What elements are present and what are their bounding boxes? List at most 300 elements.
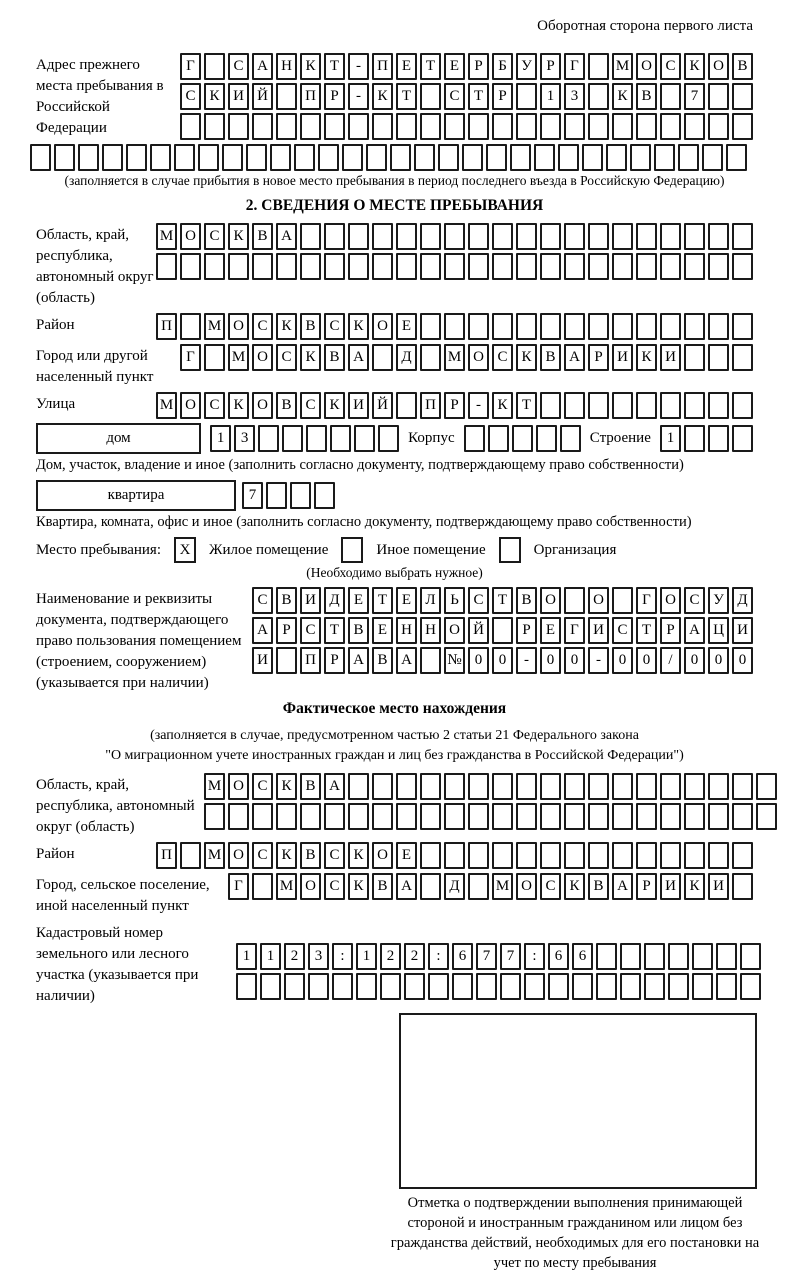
char-cell[interactable] [324,803,345,830]
char-cell[interactable]: И [660,873,681,900]
char-cell[interactable] [204,803,225,830]
char-cell[interactable] [660,773,681,800]
char-cell[interactable] [174,144,195,171]
char-cell[interactable] [372,113,393,140]
char-cell[interactable] [54,144,75,171]
char-cell[interactable]: А [348,344,369,371]
char-cell[interactable]: Д [324,587,345,614]
char-cell[interactable] [708,113,729,140]
char-cell[interactable] [378,425,399,452]
char-cell[interactable] [732,344,753,371]
char-cell[interactable] [420,647,441,674]
char-cell[interactable]: С [324,313,345,340]
char-cell[interactable] [252,113,273,140]
char-cell[interactable] [492,253,513,280]
char-cell[interactable]: С [252,842,273,869]
char-cell[interactable] [468,223,489,250]
char-cell[interactable] [756,803,777,830]
char-cell[interactable]: К [324,392,345,419]
char-cell[interactable] [78,144,99,171]
char-cell[interactable]: Т [372,587,393,614]
char-cell[interactable]: О [372,842,393,869]
char-cell[interactable]: М [156,392,177,419]
char-cell[interactable] [266,482,287,509]
char-cell[interactable]: А [396,647,417,674]
char-cell[interactable] [660,223,681,250]
char-cell[interactable]: 0 [684,647,705,674]
char-cell[interactable] [588,53,609,80]
char-cell[interactable] [654,144,675,171]
char-cell[interactable] [636,803,657,830]
char-cell[interactable] [630,144,651,171]
char-cell[interactable] [492,842,513,869]
char-cell[interactable]: С [324,842,345,869]
char-cell[interactable]: С [228,53,249,80]
char-cell[interactable] [684,425,705,452]
char-cell[interactable]: Г [180,53,201,80]
char-cell[interactable]: - [348,53,369,80]
char-cell[interactable] [348,113,369,140]
char-cell[interactable]: О [300,873,321,900]
char-cell[interactable] [726,144,747,171]
char-cell[interactable] [420,344,441,371]
char-cell[interactable]: М [492,873,513,900]
char-cell[interactable]: 2 [404,943,425,970]
char-cell[interactable]: П [156,842,177,869]
char-cell[interactable] [684,773,705,800]
char-cell[interactable] [636,842,657,869]
char-cell[interactable] [102,144,123,171]
char-cell[interactable]: Т [396,83,417,110]
char-cell[interactable]: И [612,344,633,371]
char-cell[interactable] [564,223,585,250]
char-cell[interactable]: М [276,873,297,900]
char-cell[interactable] [468,803,489,830]
char-cell[interactable] [468,842,489,869]
char-cell[interactable] [524,973,545,1000]
char-cell[interactable]: Й [252,83,273,110]
char-cell[interactable]: 0 [612,647,633,674]
char-cell[interactable] [516,113,537,140]
char-cell[interactable] [30,144,51,171]
char-cell[interactable]: Р [468,53,489,80]
char-cell[interactable] [464,425,485,452]
char-cell[interactable] [564,803,585,830]
char-cell[interactable] [290,482,311,509]
char-cell[interactable]: 1 [356,943,377,970]
char-cell[interactable] [684,803,705,830]
char-cell[interactable] [708,344,729,371]
char-cell[interactable]: К [276,773,297,800]
char-cell[interactable] [660,113,681,140]
char-cell[interactable] [314,482,335,509]
char-cell[interactable]: К [228,392,249,419]
char-cell[interactable]: Г [564,617,585,644]
char-cell[interactable]: О [228,842,249,869]
char-cell[interactable]: С [300,392,321,419]
char-cell[interactable]: В [540,344,561,371]
char-cell[interactable] [444,803,465,830]
char-cell[interactable]: Т [468,83,489,110]
char-cell[interactable] [564,392,585,419]
char-cell[interactable]: В [348,617,369,644]
char-cell[interactable] [156,253,177,280]
char-cell[interactable]: : [524,943,545,970]
char-cell[interactable]: К [684,53,705,80]
char-cell[interactable]: В [636,83,657,110]
char-cell[interactable] [660,313,681,340]
char-cell[interactable] [510,144,531,171]
char-cell[interactable]: О [516,873,537,900]
char-cell[interactable] [596,973,617,1000]
char-cell[interactable] [468,253,489,280]
char-cell[interactable] [420,803,441,830]
char-cell[interactable] [702,144,723,171]
char-cell[interactable] [276,253,297,280]
char-cell[interactable]: М [612,53,633,80]
char-cell[interactable] [180,113,201,140]
char-cell[interactable] [732,425,753,452]
char-cell[interactable] [260,973,281,1000]
char-cell[interactable]: А [276,223,297,250]
char-cell[interactable] [732,313,753,340]
char-cell[interactable]: 3 [308,943,329,970]
char-cell[interactable] [236,973,257,1000]
char-cell[interactable] [612,842,633,869]
char-cell[interactable] [444,313,465,340]
char-cell[interactable]: - [468,392,489,419]
char-cell[interactable]: М [204,773,225,800]
char-cell[interactable] [660,83,681,110]
char-cell[interactable]: К [492,392,513,419]
char-cell[interactable]: Т [324,617,345,644]
char-cell[interactable]: К [228,223,249,250]
char-cell[interactable]: К [300,53,321,80]
char-cell[interactable]: В [372,873,393,900]
char-cell[interactable]: Е [540,617,561,644]
char-cell[interactable] [396,113,417,140]
char-cell[interactable] [492,113,513,140]
char-cell[interactable]: Г [636,587,657,614]
char-cell[interactable] [324,113,345,140]
char-cell[interactable] [468,113,489,140]
char-cell[interactable]: Г [180,344,201,371]
char-cell[interactable]: О [468,344,489,371]
char-cell[interactable] [294,144,315,171]
char-cell[interactable] [126,144,147,171]
char-cell[interactable] [540,113,561,140]
char-cell[interactable]: Р [324,647,345,674]
char-cell[interactable] [516,313,537,340]
char-cell[interactable] [564,587,585,614]
char-cell[interactable]: 1 [236,943,257,970]
char-cell[interactable] [516,803,537,830]
char-cell[interactable] [198,144,219,171]
char-cell[interactable] [404,973,425,1000]
char-cell[interactable]: С [612,617,633,644]
char-cell[interactable]: М [204,313,225,340]
char-cell[interactable]: С [252,587,273,614]
char-cell[interactable] [756,773,777,800]
char-cell[interactable]: С [276,344,297,371]
char-cell[interactable] [684,392,705,419]
char-cell[interactable]: В [276,587,297,614]
char-cell[interactable] [276,113,297,140]
char-cell[interactable]: Р [588,344,609,371]
char-cell[interactable] [306,425,327,452]
char-cell[interactable]: В [252,223,273,250]
char-cell[interactable]: 0 [564,647,585,674]
char-cell[interactable]: С [300,617,321,644]
char-cell[interactable] [492,223,513,250]
char-cell[interactable]: М [156,223,177,250]
char-cell[interactable] [612,392,633,419]
char-cell[interactable]: О [444,617,465,644]
char-cell[interactable] [276,647,297,674]
char-cell[interactable]: В [372,647,393,674]
char-cell[interactable] [246,144,267,171]
char-cell[interactable]: И [300,587,321,614]
char-cell[interactable] [684,253,705,280]
char-cell[interactable]: К [300,344,321,371]
char-cell[interactable] [258,425,279,452]
char-cell[interactable] [660,842,681,869]
char-cell[interactable]: Т [516,392,537,419]
char-cell[interactable] [180,842,201,869]
char-cell[interactable] [324,253,345,280]
char-cell[interactable] [684,113,705,140]
char-cell[interactable]: Е [372,617,393,644]
char-cell[interactable] [342,144,363,171]
char-cell[interactable] [516,223,537,250]
char-cell[interactable]: Р [540,53,561,80]
char-cell[interactable]: А [564,344,585,371]
char-cell[interactable] [564,113,585,140]
char-cell[interactable]: А [684,617,705,644]
char-cell[interactable] [354,425,375,452]
char-cell[interactable] [588,83,609,110]
char-cell[interactable] [420,773,441,800]
char-cell[interactable] [438,144,459,171]
char-cell[interactable] [716,943,737,970]
stay-type-checkbox-organization[interactable] [499,537,521,563]
char-cell[interactable] [588,223,609,250]
char-cell[interactable] [180,253,201,280]
char-cell[interactable]: Г [564,53,585,80]
char-cell[interactable]: Ь [444,587,465,614]
char-cell[interactable]: 3 [234,425,255,452]
char-cell[interactable]: А [324,773,345,800]
char-cell[interactable] [180,313,201,340]
char-cell[interactable] [612,773,633,800]
char-cell[interactable]: К [348,842,369,869]
char-cell[interactable] [612,313,633,340]
char-cell[interactable] [300,113,321,140]
char-cell[interactable] [620,943,641,970]
char-cell[interactable] [732,842,753,869]
char-cell[interactable] [588,253,609,280]
char-cell[interactable] [476,973,497,1000]
char-cell[interactable] [228,253,249,280]
char-cell[interactable]: Р [660,617,681,644]
char-cell[interactable] [516,842,537,869]
char-cell[interactable]: 7 [242,482,263,509]
char-cell[interactable]: Т [636,617,657,644]
char-cell[interactable]: И [708,873,729,900]
char-cell[interactable]: 0 [732,647,753,674]
char-cell[interactable]: К [684,873,705,900]
char-cell[interactable] [396,773,417,800]
char-cell[interactable]: 2 [380,943,401,970]
char-cell[interactable]: Е [396,842,417,869]
char-cell[interactable]: 1 [540,83,561,110]
char-cell[interactable] [558,144,579,171]
char-cell[interactable]: В [300,773,321,800]
char-cell[interactable]: И [732,617,753,644]
char-cell[interactable]: 6 [572,943,593,970]
char-cell[interactable] [372,773,393,800]
char-cell[interactable]: А [612,873,633,900]
char-cell[interactable]: М [228,344,249,371]
char-cell[interactable]: О [228,313,249,340]
char-cell[interactable]: К [204,83,225,110]
char-cell[interactable]: О [180,223,201,250]
char-cell[interactable] [420,842,441,869]
char-cell[interactable]: Г [228,873,249,900]
char-cell[interactable]: 1 [660,425,681,452]
char-cell[interactable] [564,773,585,800]
char-cell[interactable] [468,873,489,900]
char-cell[interactable] [660,392,681,419]
char-cell[interactable] [660,803,681,830]
char-cell[interactable] [300,803,321,830]
char-cell[interactable] [284,973,305,1000]
char-cell[interactable]: Р [636,873,657,900]
char-cell[interactable] [560,425,581,452]
char-cell[interactable] [366,144,387,171]
char-cell[interactable]: Н [420,617,441,644]
char-cell[interactable] [606,144,627,171]
char-cell[interactable] [588,773,609,800]
char-cell[interactable]: К [372,83,393,110]
char-cell[interactable]: 1 [210,425,231,452]
char-cell[interactable] [612,803,633,830]
char-cell[interactable] [708,223,729,250]
char-cell[interactable] [684,344,705,371]
char-cell[interactable]: 7 [500,943,521,970]
char-cell[interactable] [716,973,737,1000]
char-cell[interactable] [596,943,617,970]
char-cell[interactable]: В [516,587,537,614]
char-cell[interactable]: С [252,773,273,800]
char-cell[interactable] [222,144,243,171]
char-cell[interactable] [564,842,585,869]
char-cell[interactable]: Е [396,53,417,80]
char-cell[interactable] [204,344,225,371]
char-cell[interactable] [486,144,507,171]
char-cell[interactable] [708,253,729,280]
char-cell[interactable] [282,425,303,452]
char-cell[interactable] [444,253,465,280]
char-cell[interactable]: 0 [468,647,489,674]
char-cell[interactable] [372,223,393,250]
char-cell[interactable]: А [252,617,273,644]
char-cell[interactable] [396,803,417,830]
char-cell[interactable]: Н [396,617,417,644]
char-cell[interactable] [348,773,369,800]
char-cell[interactable]: А [348,647,369,674]
char-cell[interactable]: 1 [260,943,281,970]
char-cell[interactable]: Л [420,587,441,614]
char-cell[interactable]: Д [444,873,465,900]
char-cell[interactable]: : [428,943,449,970]
char-cell[interactable] [536,425,557,452]
char-cell[interactable] [740,973,761,1000]
char-cell[interactable]: О [660,587,681,614]
char-cell[interactable]: К [276,313,297,340]
char-cell[interactable] [540,223,561,250]
char-cell[interactable]: О [252,344,273,371]
char-cell[interactable]: О [636,53,657,80]
char-cell[interactable] [204,253,225,280]
char-cell[interactable] [318,144,339,171]
char-cell[interactable] [708,392,729,419]
char-cell[interactable]: В [300,842,321,869]
char-cell[interactable] [708,313,729,340]
char-cell[interactable] [428,973,449,1000]
char-cell[interactable] [348,803,369,830]
char-cell[interactable]: П [300,647,321,674]
char-cell[interactable] [534,144,555,171]
char-cell[interactable] [612,587,633,614]
char-cell[interactable]: У [516,53,537,80]
char-cell[interactable] [396,253,417,280]
char-cell[interactable]: А [252,53,273,80]
stay-type-checkbox-other[interactable] [341,537,363,563]
char-cell[interactable] [150,144,171,171]
char-cell[interactable] [492,617,513,644]
char-cell[interactable] [732,803,753,830]
char-cell[interactable]: Е [396,313,417,340]
char-cell[interactable]: С [468,587,489,614]
char-cell[interactable] [492,313,513,340]
char-cell[interactable] [308,973,329,1000]
char-cell[interactable]: Й [468,617,489,644]
char-cell[interactable] [732,392,753,419]
char-cell[interactable]: П [372,53,393,80]
char-cell[interactable]: С [492,344,513,371]
char-cell[interactable]: С [684,587,705,614]
char-cell[interactable] [396,392,417,419]
char-cell[interactable] [420,223,441,250]
char-cell[interactable] [732,873,753,900]
char-cell[interactable]: В [732,53,753,80]
char-cell[interactable]: Ц [708,617,729,644]
char-cell[interactable] [444,842,465,869]
char-cell[interactable] [540,392,561,419]
char-cell[interactable] [612,253,633,280]
char-cell[interactable]: Р [492,83,513,110]
char-cell[interactable]: Р [444,392,465,419]
char-cell[interactable] [620,973,641,1000]
char-cell[interactable]: Е [396,587,417,614]
char-cell[interactable]: О [588,587,609,614]
char-cell[interactable]: Т [324,53,345,80]
char-cell[interactable] [324,223,345,250]
char-cell[interactable] [468,313,489,340]
char-cell[interactable] [492,803,513,830]
char-cell[interactable] [372,344,393,371]
